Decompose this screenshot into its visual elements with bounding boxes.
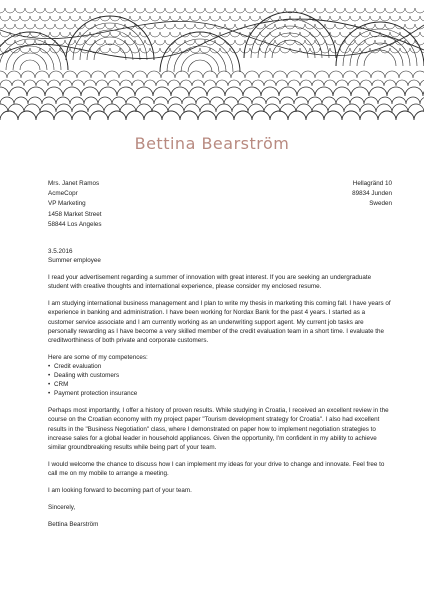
- ornament-stroke: [13, 53, 47, 70]
- competence-item: • Credit evaluation: [48, 362, 392, 371]
- recipient-title: VP Marketing: [48, 200, 86, 208]
- ornament-stroke: [336, 22, 424, 66]
- letter-subject: Summer employee: [48, 257, 101, 265]
- sender-name-heading: Bettina Bearström: [134, 134, 290, 153]
- ornament-stroke: [364, 50, 396, 66]
- recipient-street: 1458 Market Street: [48, 210, 102, 218]
- competence-item: • Dealing with customers: [48, 371, 392, 380]
- sender-street: Hellagränd 10: [352, 180, 392, 187]
- ornament-stroke: [181, 53, 219, 72]
- recipient-address-block: [48, 179, 102, 230]
- ornament-stroke: [0, 111, 424, 120]
- ornament-stroke: [0, 32, 424, 37]
- ornament-stroke: [258, 26, 322, 58]
- competences-list: [48, 362, 392, 398]
- ornament-stroke: [251, 19, 329, 58]
- ornament-stroke: [94, 44, 126, 60]
- ornament-stroke: [0, 87, 424, 96]
- ornament-stroke: [188, 60, 212, 72]
- ornament-stroke: [66, 16, 154, 60]
- letter-signature: Bettina Bearström: [48, 521, 99, 529]
- letter-closing: Sincerely,: [48, 504, 76, 512]
- decorative-header-pattern: [0, 0, 424, 125]
- letter-paragraph-5: I am looking forward to becoming part of your team.: [48, 486, 192, 494]
- letter-paragraph-2: I am studying international business management and I plan to write my thesis in marketing this coming fall. I have years of experience in banking and administration. I have been working for Nordax Bank for the past 4 years. I started as a customer service associate and I am currently working as an underwriting support agent. My current job tasks are personally rewarding as I have become a very skilled member of the credit evaluation team in a short time. I evaluate the creditworthiness of both private and corporate customers.: [48, 300, 391, 344]
- ornament-stroke: [0, 39, 61, 70]
- letter-paragraph-1: I read your advertisement regarding a summer of innovation with great interest. If you are seeking an undergraduate student with creative thoughts and international experience, please consider my enclosed resume.: [48, 274, 372, 291]
- letter-body: [48, 247, 392, 537]
- competence-item: • CRM: [48, 380, 392, 389]
- recipient-company: AcmeCopr: [48, 190, 78, 198]
- recipient-name: Mrs. Janet Ramos: [48, 180, 100, 187]
- ornament-stroke: [0, 8, 424, 13]
- competences-intro: Here are some of my competences:: [48, 353, 148, 361]
- competence-item: • Payment protection insurance: [48, 389, 392, 398]
- recipient-city: 58844 Los Angeles: [48, 220, 102, 228]
- ornament-stroke: [0, 80, 424, 86]
- ornament-stroke: [0, 97, 424, 104]
- sender-city: 89834 Junden: [352, 190, 392, 198]
- ornament-stroke: [357, 43, 403, 66]
- letter-date: 3.5.2016: [48, 248, 73, 255]
- ornament-stroke: [20, 60, 40, 70]
- ornament-stroke: [0, 16, 424, 21]
- letter-paragraph-4: I would welcome the chance to discuss how I can implement my ideas for your drive to change and innovate. Feel free to call me on my mobile to arrange a meeting.: [48, 460, 385, 477]
- sender-address-block: [352, 179, 392, 210]
- ornament-stroke: [174, 46, 226, 72]
- ornament-stroke: [73, 23, 147, 60]
- sender-country: Sweden: [369, 200, 392, 208]
- letter-paragraph-3: Perhaps most importantly, I offer a history of proven results. While studying in Croatia, I received an excellent review in the course on the Croatian economy with my project paper "Tourism development strategy for Croatia". I also had excellent results in the "Business Negotiation" class, where I demonstrated on paper how to implement negotiation strategies to increase sales for a global leader in household appliances. Given the opportunity, I'm confident in my ability to achieve similar groundbreaking results while being part of your team.: [48, 407, 389, 451]
- ornament-stroke: [0, 40, 424, 45]
- ornament-stroke: [343, 29, 417, 66]
- ornament-stroke: [0, 71, 424, 78]
